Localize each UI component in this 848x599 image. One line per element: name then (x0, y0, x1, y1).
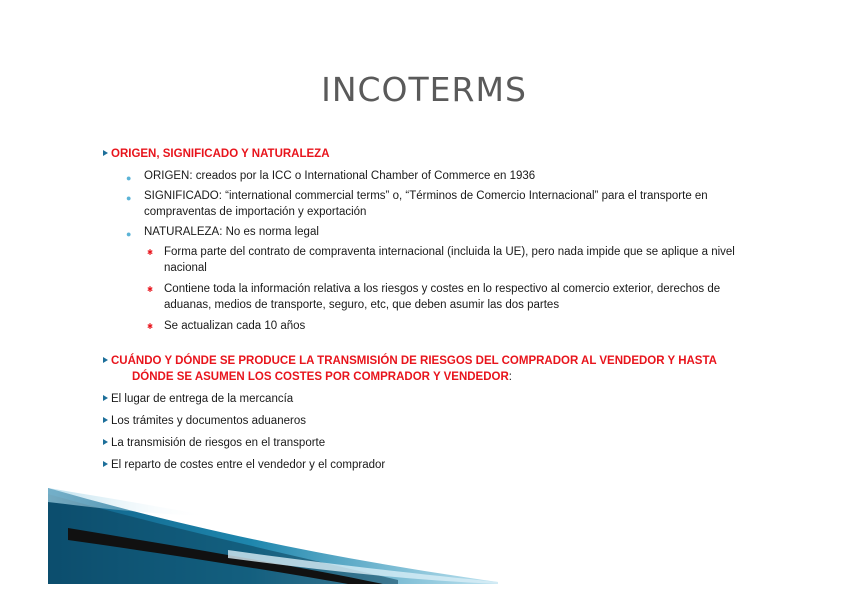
section2-heading-line1: CUÁNDO Y DÓNDE SE PRODUCE LA TRANSMISIÓN DE RIESGOS DEL COMPRADOR AL VENDEDOR Y HASTA (111, 355, 717, 367)
arrow-bullet-icon (103, 439, 108, 445)
arrow-bullet-icon (103, 150, 108, 156)
dot-bullet-icon: ● (126, 193, 132, 203)
dot-bullet-icon: ● (126, 229, 132, 239)
list-item-text: SIGNIFICADO: “international commercial terms” o, “Términos de Comercio Internacional” para el transporte en compraventas de importación y exportación (144, 190, 708, 218)
arrow-bullet-icon (103, 461, 108, 467)
sub-list-item-text: Contiene toda la información relativa a los riesgos y costes en lo respectivo al comercio exterior, derechos de aduanas, medios de transporte, seguro, etc, que deben asumir las dos partes (164, 283, 721, 311)
arrow-bullet-icon (103, 395, 108, 401)
list-item-text: Los trámites y documentos aduaneros (111, 415, 306, 427)
star-bullet-icon: ✱ (147, 322, 154, 331)
section2-heading-line2: DÓNDE SE ASUMEN LOS COSTES POR COMPRADOR Y VENDEDOR (132, 371, 509, 383)
list-item-naturaleza (126, 224, 753, 240)
list-item (103, 413, 753, 429)
arrow-bullet-icon (103, 417, 108, 423)
section1-heading: ORIGEN, SIGNIFICADO Y NATURALEZA (111, 148, 330, 160)
list-item-text: ORIGEN: creados por la ICC o International Chamber of Commerce en 1936 (144, 170, 536, 182)
list-item-text: La transmisión de riesgos en el transporte (111, 437, 326, 449)
list-item-text: El reparto de costes entre el vendedor y el comprador (111, 459, 386, 471)
spacer (103, 339, 753, 353)
list-item (103, 457, 753, 473)
heading-colon: : (508, 371, 512, 383)
slide-title: INCOTERMS (321, 70, 527, 109)
section2-heading-item (103, 353, 753, 385)
arrow-bullet-icon (103, 357, 108, 363)
section1-heading-item (103, 146, 753, 162)
list-item-text: NATURALEZA: No es norma legal (144, 226, 319, 238)
list-item (103, 391, 753, 407)
star-bullet-icon: ✱ (147, 285, 154, 294)
list-item-significado (126, 188, 753, 220)
sub-list-item (147, 281, 753, 313)
decorative-wave (48, 488, 498, 584)
sub-list-item-text: Forma parte del contrato de compraventa internacional (incluida la UE), pero nada impide que se aplique a nivel nacional (164, 246, 735, 274)
list-item-text: El lugar de entrega de la mercancía (111, 393, 294, 405)
list-item (103, 435, 753, 451)
section2-heading (111, 355, 753, 385)
sub-list-item-text: Se actualizan cada 10 años (164, 320, 306, 332)
sub-list-item (147, 244, 753, 276)
dot-bullet-icon: ● (126, 173, 132, 183)
sub-list-item (147, 318, 753, 334)
section2-heading-line2-wrap (111, 369, 753, 385)
slide-content (103, 146, 753, 479)
list-item-origen (126, 168, 753, 184)
star-bullet-icon: ✱ (147, 248, 154, 257)
